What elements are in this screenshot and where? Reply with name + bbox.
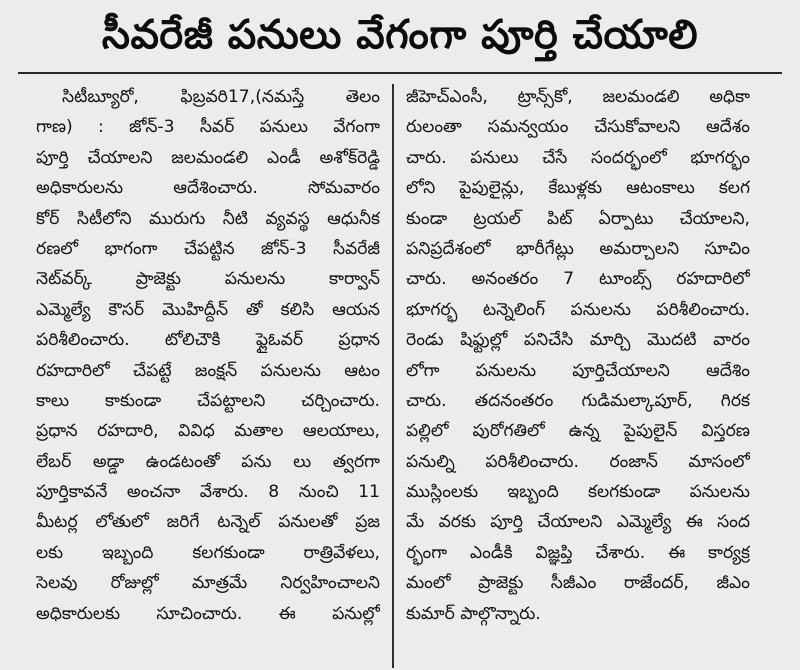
text-line: కోర్ సిటీలోని మురుగు నీటి వ్యవస్థ ఆధునీక xyxy=(36,208,380,229)
text-line: చారు. తదనంతరం గుడిమల్కాపూర్, గిరక xyxy=(406,390,750,411)
text-line: మీటర్ల లోతులో జరిగే టన్నెల్ పనులతో ప్రజ xyxy=(36,512,380,533)
text-line: రహదారిలో చేపట్టే జంక్షన్ పనులను ఆటం xyxy=(36,360,380,381)
headline-rule xyxy=(18,72,782,74)
text-line: అధికారులకు సూచించారు. ఈ పనుల్లో xyxy=(36,603,380,624)
text-line: కుమార్ పాల్గొన్నారు. xyxy=(406,603,541,624)
text-line: రులంతా సమన్వయం చేసుకోవాలని ఆదేశం xyxy=(406,117,750,138)
text-line: పరిశీలించారు. టోలిచౌకి ఫ్లైఓవర్ ప్రధాన xyxy=(36,330,380,351)
text-line: చారు. అనంతరం 7 టూంబ్స్ రహదారిలో xyxy=(406,269,750,290)
text-line: రణలో భాగంగా చేపట్టిన జోన్-3 సీవరేజీ xyxy=(36,238,380,259)
text-line: పల్లిలో పురోగతిలో ఉన్న పైపులైన్ విస్తరణ xyxy=(406,421,750,442)
text-line: నెట్‌వర్క్ ప్రాజెక్టు పనులను కార్వాన్ xyxy=(36,269,380,290)
text-line: కుండా ట్రయల్ పిట్ ఏర్పాటు చేయాలని, xyxy=(406,208,750,229)
text-line: భూగర్భ టన్నెలింగ్ పనులను పరిశీలించారు. xyxy=(406,299,750,320)
text-line: సిటీబ్యూరో, ఫిబ్రవరి17,(నమస్తే తెలం xyxy=(62,87,380,107)
text-line: మే వరకు పూర్తి చేయాలని ఎమ్మెల్యే ఈ సంద xyxy=(406,512,750,533)
column-divider xyxy=(392,84,394,668)
text-line: అధికారులను ఆదేశించారు. సోమవారం xyxy=(36,178,380,199)
text-line: ఎమ్మెల్యే కౌసర్ మొహిద్దీన్ తో కలిసి ఆయన xyxy=(36,299,380,320)
text-line: పనిప్రదేశంలో భారీగేట్లు అమర్చాలని సూచిం xyxy=(406,238,750,259)
text-line: కాలు కాకుండా చేపట్టాలని చర్చించారు. xyxy=(36,390,380,411)
text-line: లోగా పనులను పూర్తిచేయాలని ఆదేశిం xyxy=(406,360,750,381)
text-line: లకు ఇబ్బంది కలగకుండా రాత్రివేళలు, xyxy=(36,542,380,563)
text-line: ముస్లింలకు ఇబ్బంది కలగకుండా పనులను xyxy=(406,482,750,503)
text-line: ప్రధాన రహదారి, వివిధ మతాల ఆలయాలు, xyxy=(36,421,380,442)
text-line: చారు. పనులు చేసే సందర్భంలో భూగర్భం xyxy=(406,147,750,168)
article-column-right xyxy=(406,82,750,629)
text-line: ర్భంగా ఎండీకి విజ్ఞప్తి చేశారు. ఈ కార్యక్ర xyxy=(406,542,750,563)
text-line: పూర్తికావనే అంచనా వేశారు. 8 నుంచి 11 xyxy=(36,482,380,503)
text-line: సెలవు రోజుల్లో మాత్రమే నిర్వహించాలని xyxy=(36,573,380,594)
text-line: పనుల్ని పరిశీలించారు. రంజాన్ మాసంలో xyxy=(406,451,750,472)
text-line: రెండు షిఫ్టుల్లో పనిచేసి మార్చి మొదటి వారం xyxy=(406,330,750,351)
text-line: లేబర్ అడ్డా ఉండటంతో పను లు త్వరగా xyxy=(36,451,380,472)
text-line: గాణ) : జోన్-3 సీవర్ పనులు వేగంగా xyxy=(36,117,380,138)
headline: సీవరేజీ పనులు వేగంగా పూర్తి చేయాలి xyxy=(101,12,699,58)
text-line: జీహెచ్ఎంసీ, ట్రాన్స్‌కో, జలమండలి అధికా xyxy=(406,87,750,107)
text-line: మంలో ప్రాజెక్టు సీజీఎం రాజేందర్, జీఎం xyxy=(406,573,750,594)
text-line: పూర్తి చేయాలని జలమండలి ఎండీ అశోక్‌రెడ్డి xyxy=(36,147,380,168)
article-column-left xyxy=(36,82,380,629)
text-line: లోని పైపులైన్లు, కేబుళ్లకు ఆటంకాలు కలగ xyxy=(406,178,750,199)
